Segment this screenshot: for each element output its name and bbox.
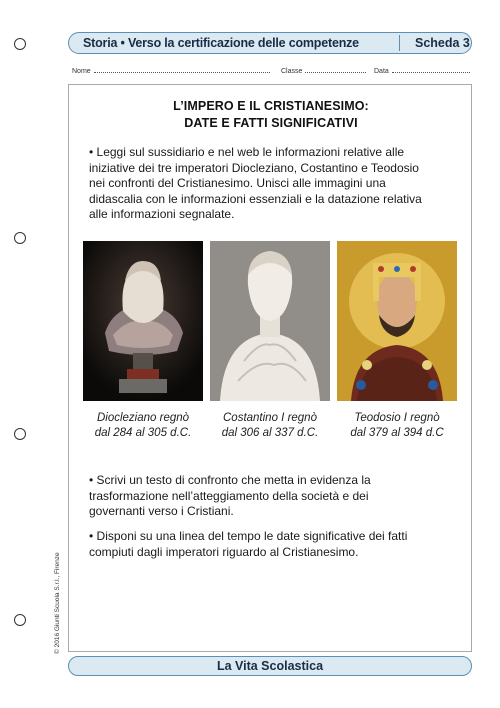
caption-line: Costantino I regnò [223, 412, 317, 424]
caption-line: Teodosio I regnò [354, 412, 440, 424]
instruction-2-line: • Scrivi un testo di confronto che metta in evidenza la [89, 473, 371, 487]
caption-line: dal 379 al 394 d.C [350, 427, 444, 439]
caption-constantine [210, 411, 330, 441]
binder-hole-4 [14, 614, 26, 626]
instruction-1-line: iniziative dei tre imperatori Diocleziano, Costantino e Teodosio [89, 160, 419, 175]
instruction-1-line: didascalia con le informazioni essenziali e la datazione relativa [89, 191, 422, 206]
constantine-bust-image [210, 241, 330, 401]
date-label: Data [374, 68, 389, 75]
name-dots [94, 66, 270, 73]
caption-line: Diocleziano regnò [96, 412, 190, 424]
name-label: Nome [72, 68, 91, 75]
instruction-3-line: • Disponi su una linea del tempo le date significative dei fatti [89, 529, 408, 543]
caption-theodosius [337, 411, 457, 441]
caption-line: dal 284 al 305 d.C. [94, 427, 192, 439]
instruction-2-line: trasformazione nell’atteggiamento della società e dei [89, 488, 369, 503]
sheet-number: Scheda 3 [415, 36, 470, 50]
instruction-3 [89, 529, 461, 560]
caption-line: dal 306 al 337 d.C. [221, 427, 319, 439]
theodosius-mosaic-image [337, 241, 457, 401]
content-box [68, 84, 472, 652]
class-field[interactable] [281, 66, 366, 75]
instruction-2 [89, 473, 461, 520]
footer-bar [68, 656, 472, 676]
instruction-1-line: nei confronti del Cristianesimo. Unisci alle immagini una [89, 176, 386, 190]
binder-hole-3 [14, 428, 26, 440]
binder-hole-2 [14, 232, 26, 244]
instruction-1-line: alle informazioni segnalate. [89, 207, 235, 221]
instruction-2-line: governanti verso i Cristiani. [89, 504, 234, 518]
date-dots [392, 66, 470, 73]
binder-hole-1 [14, 38, 26, 50]
class-dots [305, 66, 366, 73]
header-divider [399, 35, 400, 51]
instruction-1 [89, 145, 461, 223]
diocletian-bust-image [83, 241, 203, 401]
instruction-1-line: • Leggi sul sussidiario e nel web le informazioni relative alle [89, 145, 405, 159]
title-line-1: L’IMPERO E IL CRISTIANESIMO: [173, 99, 369, 113]
caption-diocletian [83, 411, 203, 441]
copyright-notice: © 2016 Giunti Scuola S.r.l., Firenze [54, 552, 61, 654]
name-field[interactable] [72, 66, 270, 75]
instruction-3-line: compiuti dagli imperatori riguardo al Cristianesimo. [89, 544, 359, 559]
footer-title: La Vita Scolastica [216, 659, 324, 673]
header-bar [68, 32, 472, 54]
header-title: Storia • Verso la certificazione delle competenze [83, 36, 359, 50]
date-field[interactable] [374, 66, 470, 75]
class-label: Classe [281, 68, 303, 75]
title-line-2: DATE E FATTI SIGNIFICATIVI [184, 116, 358, 130]
